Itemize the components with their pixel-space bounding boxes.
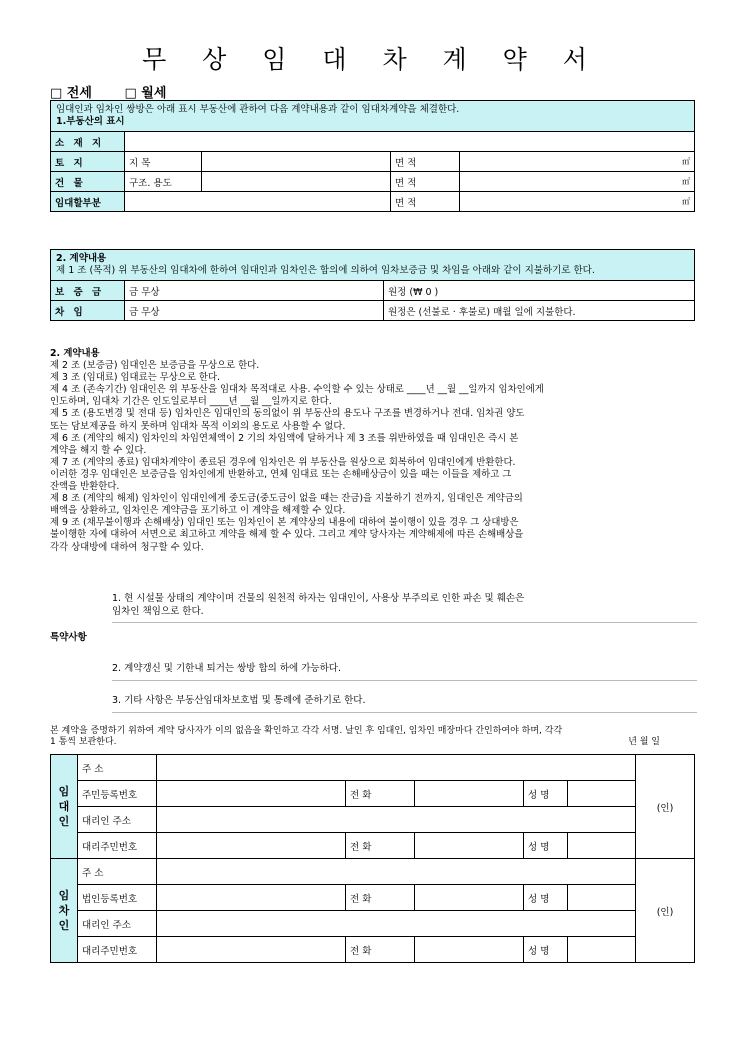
page-title: 무 상 임 대 차 계 약 서: [142, 45, 601, 74]
land-sub-label: 지 목: [125, 152, 202, 172]
lessor-phone-field[interactable]: [415, 781, 524, 807]
lessor-id-field[interactable]: [157, 781, 346, 807]
land-area-label: 면 적: [391, 152, 460, 172]
building-structure-field[interactable]: [202, 172, 391, 192]
lessee-agent-name-field[interactable]: [568, 937, 636, 963]
rent-amount[interactable]: 금 무상: [125, 301, 384, 321]
lease-part-label: 임대할부분: [51, 192, 125, 212]
kind-wolse-checkbox[interactable]: □ 월세: [124, 86, 167, 101]
building-label: 건 물: [51, 172, 125, 192]
article-line: 제 7 조 (계약의 종료) 임대차계약이 종료된 경우에 임차인은 위 부동산을 원상으로 회복하여 임대인에게 반환한다.: [50, 456, 516, 468]
lessee-corp-id-field[interactable]: [157, 885, 346, 911]
lessor-address-label: 주 소: [78, 755, 157, 781]
lessee-agent-id-field[interactable]: [157, 937, 346, 963]
article-line: 제 3 조 (임대료) 임대료는 무상으로 한다.: [50, 372, 220, 384]
contract-table: [50, 249, 695, 321]
lessor-agent-address-label: 대리인 주소: [78, 807, 157, 833]
special-term-1[interactable]: 1. 현 시설물 상태의 계약이며 건물의 원천적 하자는 임대인이, 사용상 부주의로 인한 파손 및 훼손은 임차인 책임으로 한다.: [112, 592, 697, 623]
lessee-agent-phone-field[interactable]: [415, 937, 524, 963]
signature-table: [50, 754, 695, 963]
address-label: 소 재 지: [51, 132, 125, 152]
lessor-agent-name-field[interactable]: [568, 833, 636, 859]
building-area-field[interactable]: ㎡: [460, 172, 695, 192]
lessor-address-field[interactable]: [157, 755, 636, 781]
lessee-phone-field[interactable]: [415, 885, 524, 911]
property-header: 임대인과 임차인 쌍방은 아래 표시 부동산에 관하여 다음 계약내용과 같이 임대차계약을 체결한다. 1.부동산의 표시: [51, 101, 695, 132]
kind-jeonse-checkbox[interactable]: □ 전세: [50, 86, 92, 101]
lessor-label: 임 대 인: [51, 755, 78, 859]
lessee-seal[interactable]: (인): [636, 859, 695, 963]
lessee-agent-address-field[interactable]: [157, 911, 636, 937]
special-term-3[interactable]: 3. 기타 사항은 부동산임대차보호법 및 통례에 준하기로 한다.: [112, 692, 697, 713]
article-line: 이러한 경우 임대인은 보증금을 임차인에게 반환하고, 연체 임대료 또는 손해배상금이 있을 때는 이들을 제하고 그: [50, 468, 512, 480]
contract-header: 2. 계약내용 제 1 조 (목적) 위 부동산의 임대차에 한하여 임대인과 임차인은 합의에 의하여 임차보증금 및 차임을 아래와 같이 지불하기로 한다.: [51, 250, 695, 281]
article-1: 제 1 조 (목적) 위 부동산의 임대차에 한하여 임대인과 임차인은 합의에 의하여 임차보증금 및 차임을 아래와 같이 지불하기로 한다.: [56, 265, 595, 276]
article-line: 잔액을 반환한다.: [50, 481, 120, 493]
lessee-address-field[interactable]: [157, 859, 636, 885]
article-line: 제 5 조 (용도변경 및 전대 등) 임차인은 임대인의 동의없이 위 부동산의 용도나 구조를 변경하거나 전대. 임차권 양도: [50, 408, 525, 420]
article-line: 각각 상대방에 대하여 청구할 수 있다.: [50, 541, 204, 553]
article-line: 인도하며, 임대차 기간은 인도일로부터 ____년 __월 __일까지로 한다.: [50, 396, 332, 408]
special-terms-label: 특약사항: [50, 632, 87, 643]
articles-section: [50, 348, 700, 554]
deposit-amount[interactable]: 금 무상: [125, 281, 384, 301]
deposit-won[interactable]: 원정 (₩ 0 ): [384, 281, 695, 301]
building-sub-label: 구조. 용도: [125, 172, 202, 192]
address-field[interactable]: [125, 132, 695, 152]
lessor-name-label: 성 명: [524, 781, 568, 807]
lease-area-field[interactable]: ㎡: [460, 192, 695, 212]
lessor-agent-phone-label: 전 화: [346, 833, 415, 859]
lessee-name-label: 성 명: [524, 885, 568, 911]
land-area-field[interactable]: ㎡: [460, 152, 695, 172]
property-heading: 1.부동산의 표시: [56, 116, 125, 127]
lessor-seal[interactable]: (인): [636, 755, 695, 859]
lease-area-label: 면 적: [391, 192, 460, 212]
article-line: 제 8 조 (계약의 해제) 임차인이 임대인에게 중도금(중도금이 없을 때는 잔금)을 지불하기 전까지, 임대인은 계약금의: [50, 493, 523, 505]
lessor-agent-phone-field[interactable]: [415, 833, 524, 859]
lessee-agent-address-label: 대리인 주소: [78, 911, 157, 937]
lessee-agent-name-label: 성 명: [524, 937, 568, 963]
lessor-agent-id-label: 대리주민번호: [78, 833, 157, 859]
lessor-agent-address-field[interactable]: [157, 807, 636, 833]
article-line: 배액을 상환하고, 임차인은 계약금을 포기하고 이 계약을 해제할 수 있다.: [50, 505, 346, 517]
article-line: 제 9 조 (채무불이행과 손해배상) 임대인 또는 임차인이 본 계약상의 내용에 대하여 불이행이 있을 경우 그 상대방은: [50, 517, 519, 529]
lessor-agent-id-field[interactable]: [157, 833, 346, 859]
property-table: [50, 100, 695, 212]
rent-label: 차 임: [51, 301, 125, 321]
deposit-label: 보 증 금: [51, 281, 125, 301]
lessee-phone-label: 전 화: [346, 885, 415, 911]
lessee-label: 임 차 인: [51, 859, 78, 963]
articles-heading: 2. 계약내용: [50, 348, 100, 359]
contract-date[interactable]: 년 월 일: [628, 737, 660, 747]
building-area-label: 면 적: [391, 172, 460, 192]
rent-won[interactable]: 원정은 (선불로 · 후불로) 매월 일에 지불한다.: [384, 301, 695, 321]
lessor-phone-label: 전 화: [346, 781, 415, 807]
land-label: 토 지: [51, 152, 125, 172]
article-line: 또는 담보제공을 하지 못하며 임대차 목적 이외의 용도로 사용할 수 없다.: [50, 420, 346, 432]
lessor-agent-name-label: 성 명: [524, 833, 568, 859]
article-line: 불이행한 자에 대하여 서면으로 최고하고 계약을 해제 할 수 있다. 그리고 계약 당사자는 계약해제에 따른 손해배상을: [50, 529, 524, 541]
contract-kind: [50, 82, 194, 101]
lease-part-field[interactable]: [125, 192, 391, 212]
article-line: 제 4 조 (존속기간) 임대인은 위 부동산을 임대차 목적대로 사용. 수익할 수 있는 상태로 ____년 __월 __일까지 임차인에게: [50, 384, 544, 396]
article-line: 계약을 해지 할 수 있다.: [50, 444, 147, 456]
lessee-corp-id-label: 법인등록번호: [78, 885, 157, 911]
special-term-2[interactable]: 2. 계약갱신 및 기한내 퇴거는 쌍방 합의 하에 가능하다.: [112, 660, 697, 681]
lessee-address-label: 주 소: [78, 859, 157, 885]
lessee-agent-phone-label: 전 화: [346, 937, 415, 963]
lessor-id-label: 주민등록번호: [78, 781, 157, 807]
lessee-name-field[interactable]: [568, 885, 636, 911]
article-line: 제 2 조 (보증금) 임대인은 보증금을 무상으로 한다.: [50, 360, 260, 372]
article-line: 제 6 조 (계약의 해지) 임차인의 차임연체액이 2 기의 차임액에 달하거나 제 3 조를 위반하였을 때 임대인은 즉시 본: [50, 432, 519, 444]
lessor-name-field[interactable]: [568, 781, 636, 807]
lessee-agent-id-label: 대리주민번호: [78, 937, 157, 963]
closing-notice: 본 계약을 증명하기 위하여 계약 당사자가 이의 없음을 확인하고 각각 서명. 날인 후 임대인, 임차인 매장마다 간인하여야 하며, 각각 1 통씩 보관한다. 년 월 일: [50, 726, 660, 747]
land-type-field[interactable]: [202, 152, 391, 172]
